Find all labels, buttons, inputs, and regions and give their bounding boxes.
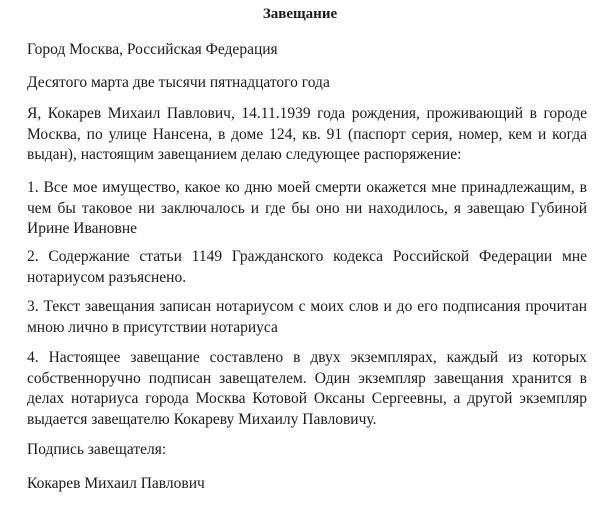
- clause-1: 1. Все мое имущество, какое ко дню моей смерти окажется мне принадлежащим, в чем бы таковое ни заключалось и где бы оно ни находилось, я завещаю Губиной Ирине Ивановне: [27, 179, 587, 237]
- signer-name: Кокарев Михаил Павлович: [27, 475, 205, 492]
- document-title: Завещание: [262, 6, 338, 22]
- date-line: Десятого марта две тысячи пятнадцатого года: [27, 74, 330, 91]
- city-line: Город Москва, Российская Федерация: [27, 41, 278, 58]
- signature-label: Подпись завещателя:: [27, 441, 167, 458]
- clause-3: 3. Текст завещания записан нотариусом с моих слов и до его подписания прочитан мною лично в присутствии нотариуса: [27, 298, 587, 336]
- intro-paragraph: Я, Кокарев Михаил Павлович, 14.11.1939 года рождения, проживающий в городе Москва, по улице Нансена, в доме 124, кв. 91 (паспорт серия, номер, кем и когда выдан), настоящим завещанием делаю следующее распоряжение:: [27, 105, 587, 163]
- clause-4: 4. Настоящее завещание составлено в двух экземплярах, каждый из которых собственноручно подписан завещателем. Один экземпляр завещания хранится в делах нотариуса города Москва Котовой Оксаны Сергеевны, а другой экземпляр выдается завещателю Кокареву Михаилу Павловичу.: [27, 349, 587, 428]
- clause-2: 2. Содержание статьи 1149 Гражданского кодекса Российской Федерации мне нотариусом разъяснено.: [27, 248, 587, 286]
